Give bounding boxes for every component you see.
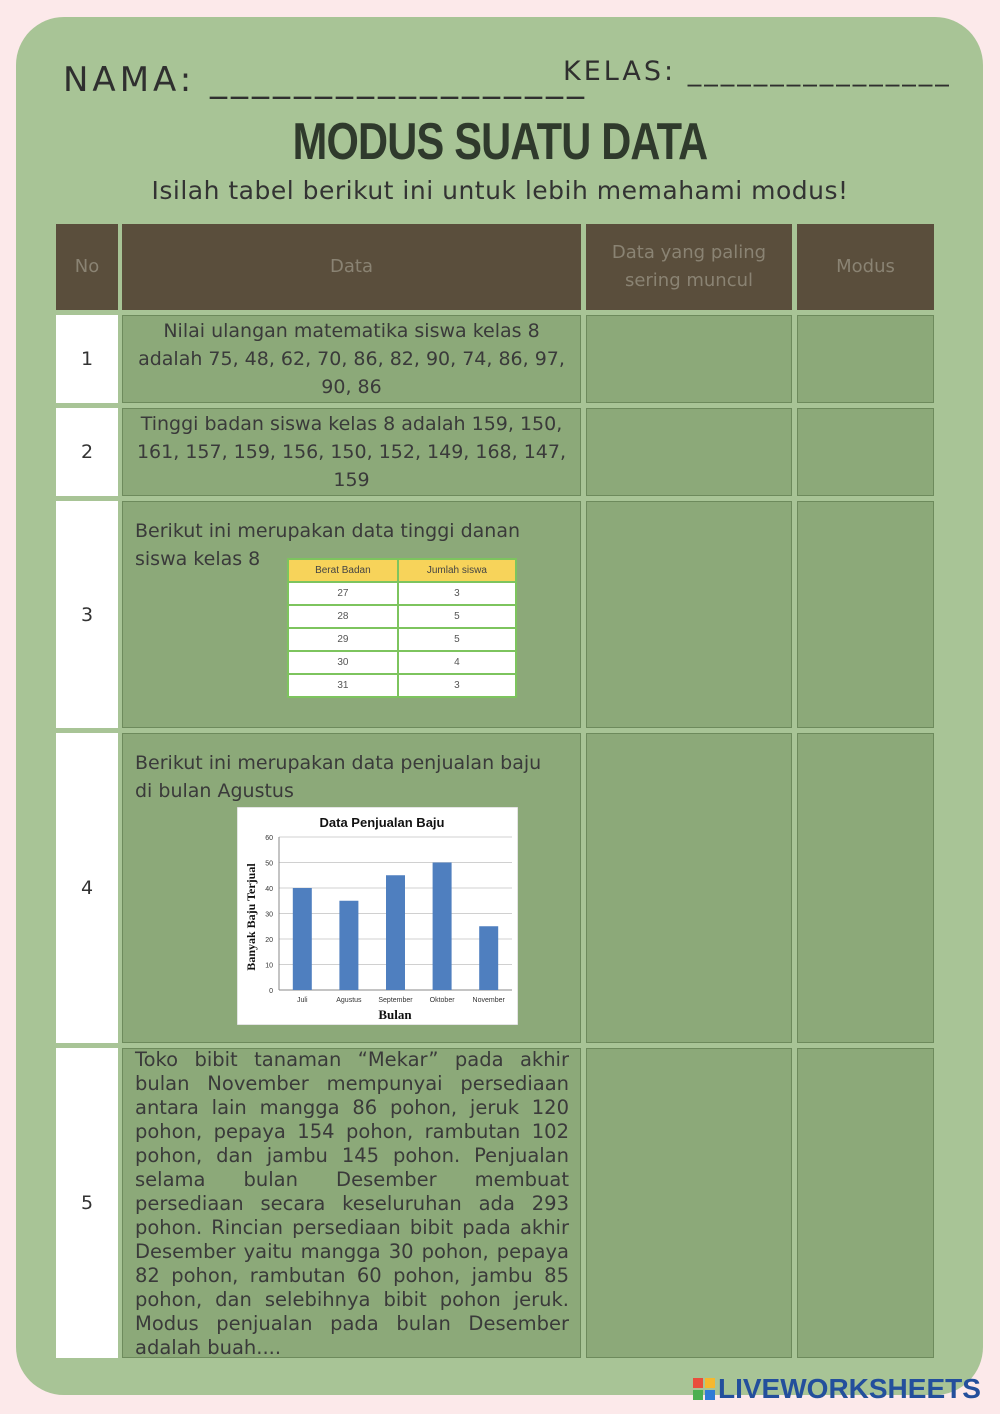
count-cell: 5 <box>398 605 516 628</box>
data-text: Berikut ini merupakan data penjualan baju di bulan Agustus <box>135 752 542 802</box>
chart-y-tick-label: 50 <box>265 860 273 868</box>
modus-answer-input[interactable] <box>797 1048 934 1358</box>
page-title: MODUS SUATU DATA <box>292 113 708 171</box>
row-number: 5 <box>56 1048 118 1358</box>
chart-y-tick-label: 0 <box>269 988 273 995</box>
chart-bar <box>293 888 312 990</box>
modus-answer-input[interactable] <box>797 315 934 403</box>
liveworksheets-icon <box>693 1378 715 1400</box>
modus-answer-input[interactable] <box>797 733 934 1043</box>
liveworksheets-logo <box>693 1373 981 1405</box>
chart-bar <box>479 926 498 990</box>
chart-x-tick-label: September <box>378 997 413 1004</box>
chart-y-tick-label: 30 <box>265 911 273 919</box>
class-field-label: KELAS: ________________ <box>563 56 952 87</box>
chart-y-tick-label: 60 <box>265 835 273 842</box>
page-subtitle: Isilah tabel berikut ini untuk lebih memahami modus! <box>151 176 849 205</box>
data-cell <box>122 733 581 1043</box>
chart-x-axis-label: Bulan <box>378 1007 412 1022</box>
frequent-answer-input[interactable] <box>586 1048 792 1358</box>
count-cell: 5 <box>398 628 516 651</box>
data-cell <box>122 315 581 403</box>
count-cell: 3 <box>398 582 516 605</box>
chart-y-tick-label: 10 <box>265 962 273 970</box>
chart-bar <box>386 875 405 990</box>
weight-cell: 29 <box>288 628 398 651</box>
liveworksheets-brand: LIVEWORKSHEETS <box>718 1373 981 1404</box>
frequent-answer-input[interactable] <box>586 408 792 496</box>
weight-table-header: Jumlah siswa <box>398 559 516 582</box>
row-number: 4 <box>56 733 118 1043</box>
frequent-answer-input[interactable] <box>586 501 792 728</box>
row-number: 3 <box>56 501 118 728</box>
chart-bar <box>339 901 358 990</box>
count-cell: 3 <box>398 674 516 697</box>
data-cell <box>122 1048 581 1358</box>
weight-cell: 27 <box>288 582 398 605</box>
chart-y-axis-label: Banyak Baju Terjual <box>244 863 258 971</box>
weight-cell: 30 <box>288 651 398 674</box>
frequent-answer-input[interactable] <box>586 733 792 1043</box>
frequent-answer-input[interactable] <box>586 315 792 403</box>
chart-x-tick-label: Agustus <box>336 997 362 1004</box>
chart-bar <box>433 863 452 991</box>
data-cell <box>122 501 581 728</box>
weight-cell: 31 <box>288 674 398 697</box>
weight-table <box>287 558 517 698</box>
weight-table-header: Berat Badan <box>288 559 398 582</box>
column-header-no: No <box>56 224 118 310</box>
row-number: 1 <box>56 315 118 403</box>
column-header-modus: Modus <box>797 224 934 310</box>
modus-answer-input[interactable] <box>797 501 934 728</box>
chart-x-tick-label: Juli <box>297 997 308 1004</box>
name-field-label: NAMA: __________________ <box>63 60 588 100</box>
weight-cell: 28 <box>288 605 398 628</box>
data-text: Toko bibit tanaman “Mekar” pada akhir bulan November mempunyai persediaan antara lain mangga 86 pohon, jeruk 120 pohon, pepaya 154 pohon, rambutan 102 pohon, dan jambu 145 pohon. Penjualan selama bulan Desember membuat persediaan secara keseluruhan ada 293 pohon. Rincian persediaan bibit pada akhir Desember yaitu mangga 30 pohon, pepaya 82 pohon, rambutan 60 pohon, jambu 85 pohon, dan selebihnya bibit pohon jeruk. Modus penjualan pada bulan Desember adalah buah.... <box>135 1048 569 1359</box>
data-text: Berikut ini merupakan data tinggi danan siswa kelas 8 <box>135 520 521 570</box>
modus-answer-input[interactable] <box>797 408 934 496</box>
sales-bar-chart <box>237 807 518 1025</box>
chart-x-tick-label: Oktober <box>429 997 455 1004</box>
data-text: Tinggi badan siswa kelas 8 adalah 159, 150, 161, 157, 159, 156, 150, 152, 149, 168, 147, 159 <box>136 413 567 491</box>
data-text: Nilai ulangan matematika siswa kelas 8 adalah 75, 48, 62, 70, 86, 82, 90, 74, 86, 97, 90, 86 <box>138 320 565 398</box>
row-number: 2 <box>56 408 118 496</box>
count-cell: 4 <box>398 651 516 674</box>
chart-y-tick-label: 20 <box>265 937 273 944</box>
chart-y-tick-label: 40 <box>265 886 273 893</box>
chart-title: Data Penjualan Baju <box>319 815 445 830</box>
column-header-frequent: Data yang paling sering muncul <box>586 224 792 310</box>
column-header-data: Data <box>122 224 581 310</box>
chart-x-tick-label: November <box>472 997 505 1004</box>
data-cell <box>122 408 581 496</box>
